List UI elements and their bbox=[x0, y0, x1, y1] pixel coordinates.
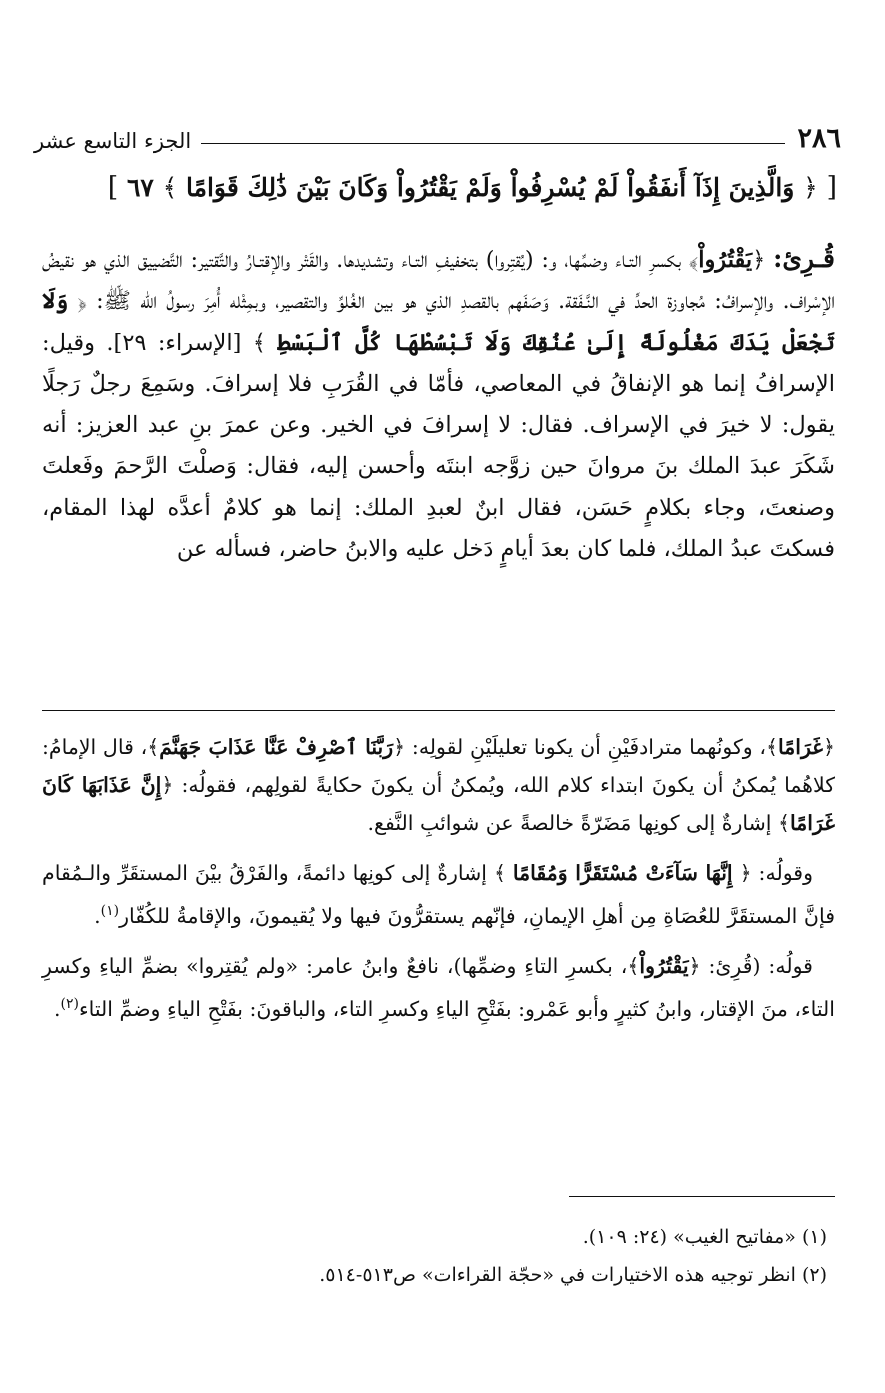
page-number: ٢٨٦ bbox=[797, 123, 841, 154]
footnote-reference[interactable]: (٢) bbox=[60, 995, 79, 1012]
quran-open-ornament: ﴿ bbox=[822, 735, 835, 759]
commentary-paragraph bbox=[42, 728, 835, 842]
quran-open-ornament: ﴿ bbox=[739, 861, 752, 885]
commentary-text: ، بكسرِ التاءِ وضمِّها)، نافعٌ وابنُ عامر: «ولم يُقتِروا» بضمِّ الياءِ وكسرِ التاء، منَ الإقتار، وابنُ كثيرٍ وأبو عَمْرو: بفَتْحِ الياءِ وكسرِ التاء، والباقونَ: بفَتْحِ الياءِ وضمِّ التاء bbox=[42, 953, 835, 1021]
commentary-text: إشارةٌ إلى كونِها دائمةً، والفَرْقُ بيْنَ المستقَرِّ والـمُقام فإنَّ المستقَرَّ للعُصَاةِ مِن أهلِ الإيمانِ، فإنّهم يستقرُّونَ فيها ولا يُقيمونَ، والإقامةُ للكُفّار bbox=[42, 861, 835, 928]
quran-quote: وَلَا تَجْعَلْ يَدَكَ مَغْلُولَةً إِلَىٰ عُنُقِكَ وَلَا تَبْسُطْهَا كُلَّ ٱلْبَسْطِ bbox=[42, 288, 836, 356]
quran-open-ornament: ﴿ bbox=[77, 288, 87, 315]
commentary-text: إشارةٌ إلى كونِها مَضَرّةً خالصةً عن شوائبِ النَّفع. bbox=[367, 811, 772, 835]
quran-open-ornament: ﴿ bbox=[752, 247, 766, 273]
verse-close-ornament: ﴾ bbox=[162, 173, 178, 202]
header-rule bbox=[201, 143, 785, 144]
footnotes bbox=[42, 1218, 827, 1294]
quran-open-ornament: ﴿ bbox=[393, 735, 406, 759]
commentary-text: ، وكونُهما مترادفَيْنِ أن يكونا تعليلَيْنِ لقولِه: bbox=[411, 735, 766, 759]
commentary-lead: قولُه: (قُرِئ: bbox=[708, 953, 813, 978]
verse-number: ٦٧ bbox=[127, 173, 154, 202]
main-text-part-1: بكسرِ التـاء وضمِّها، و: (يُقتِروا) بتخفيفِ التـاء وتشديدها. والقَتْر والإقتـارُ والتَّقتير: التَّضييق الذي هو نقيضُ الإسْراف. والإسرافُ: مُجاوزة الحدِّ في النَّـفَقة. وَصَفَهم بالقصدِ الذي هو بين الغُلوِّ والتقصير، وبمِثْله أُمِرَ رسولُ الله ﷺ: bbox=[42, 247, 836, 315]
quran-word: يَقْتُرُواْ bbox=[639, 953, 689, 978]
quran-close-ornament: ﴾ bbox=[147, 735, 160, 759]
commentary-text: . bbox=[53, 996, 61, 1021]
commentary-lead: وقولُه: bbox=[758, 861, 813, 885]
verse-text: وَالَّذِينَ إِذَآ أَنفَقُواْ لَمْ يُسْرِفُواْ وَلَمْ يَقْتُرُواْ وَكَانَ بَيْنَ ذَٰلِكَ قَوَامًا bbox=[185, 173, 795, 202]
quran-close-ornament: ﴾ bbox=[766, 735, 779, 759]
commentary bbox=[42, 728, 835, 1040]
quran-open-ornament: ﴿ bbox=[161, 773, 174, 797]
commentary-text: . bbox=[94, 903, 101, 928]
quran-close-ornament: ﴾ bbox=[252, 329, 266, 356]
quran-close-ornament: ﴾ bbox=[778, 811, 791, 835]
main-text bbox=[42, 238, 835, 570]
quran-close-ornament: ﴾ bbox=[627, 953, 640, 978]
quran-close-ornament: ﴾ bbox=[493, 861, 506, 885]
quran-quote: إِنَّ عَذَابَهَا كَانَ غَرَامًا bbox=[42, 773, 835, 835]
footnote-1: (١) «مفاتيح الغيب» (٢٤: ١٠٩). bbox=[582, 1226, 827, 1248]
commentary-text: ، قال الإمامُ: كلاهُما يُمكنُ أن يكونَ ابتداء كلام الله، ويُمكنُ أن يكونَ حكايةً لقولِهم، فقولُه: bbox=[42, 735, 835, 797]
verse-open-bracket: [ bbox=[826, 172, 837, 203]
verse-open-ornament: ﴿ bbox=[803, 173, 818, 202]
quran-word: غَرَامًا bbox=[778, 735, 823, 759]
quran-quote: إِنَّهَا سَآءَتْ مُسْتَقَرًّا وَمُقَامًا bbox=[512, 861, 733, 885]
quran-quote: رَبَّنَا ٱصْرِفْ عَنَّا عَذَابَ جَهَنَّمَ bbox=[159, 735, 394, 759]
quran-close-ornament: ﴾ bbox=[688, 247, 699, 273]
quran-word: يَقْتُرُواْ bbox=[698, 247, 753, 273]
main-text-part-2: [الإسراء: ٢٩]. وقيل: الإسرافُ إنما هو الإنفاقُ في المعاصي، فأمّا في القُرَبِ فلا إسرافَ. وسَمِعَ رجلٌ رَجلًا يقول: لا خيرَ في الإسراف. فقال: لا إسرافَ في الخير. وعن عمرَ بنِ عبد العزيز: أنه شَكَرَ عبدَ الملك بنَ مروانَ حين زوَّجه ابنتَه وأحسن إليه، فقال: وَصلْتَ الرَّحمَ وفَعلتَ وصنعتَ، وجاء بكلامٍ حَسَن، فقال ابنٌ لعبدِ الملك: إنما هو كلامٌ أعدَّه لهذا المقام، فسكتَ عبدُ الملك، فلما كان بعدَ أيامٍ دَخل عليه والابنُ حاضر، فسأله عن bbox=[42, 329, 835, 563]
commentary-paragraph bbox=[42, 854, 835, 935]
part-title: الجزء التاسع عشر bbox=[34, 129, 192, 153]
commentary-paragraph bbox=[42, 947, 835, 1028]
footnote-reference[interactable]: (١) bbox=[100, 903, 120, 919]
footnote-divider bbox=[569, 1196, 835, 1197]
lead-word: قُـرِئ: bbox=[773, 244, 836, 273]
footnote-2: (٢) انظر توجيه هذه الاختيارات في «حجّة القراءات» ص٥١٣-٥١٤. bbox=[319, 1264, 827, 1286]
verse-close-bracket: ] bbox=[107, 172, 119, 203]
verse-heading bbox=[60, 170, 837, 205]
running-header bbox=[34, 112, 841, 152]
quran-open-ornament: ﴿ bbox=[688, 953, 701, 978]
commentary-divider bbox=[42, 710, 835, 711]
